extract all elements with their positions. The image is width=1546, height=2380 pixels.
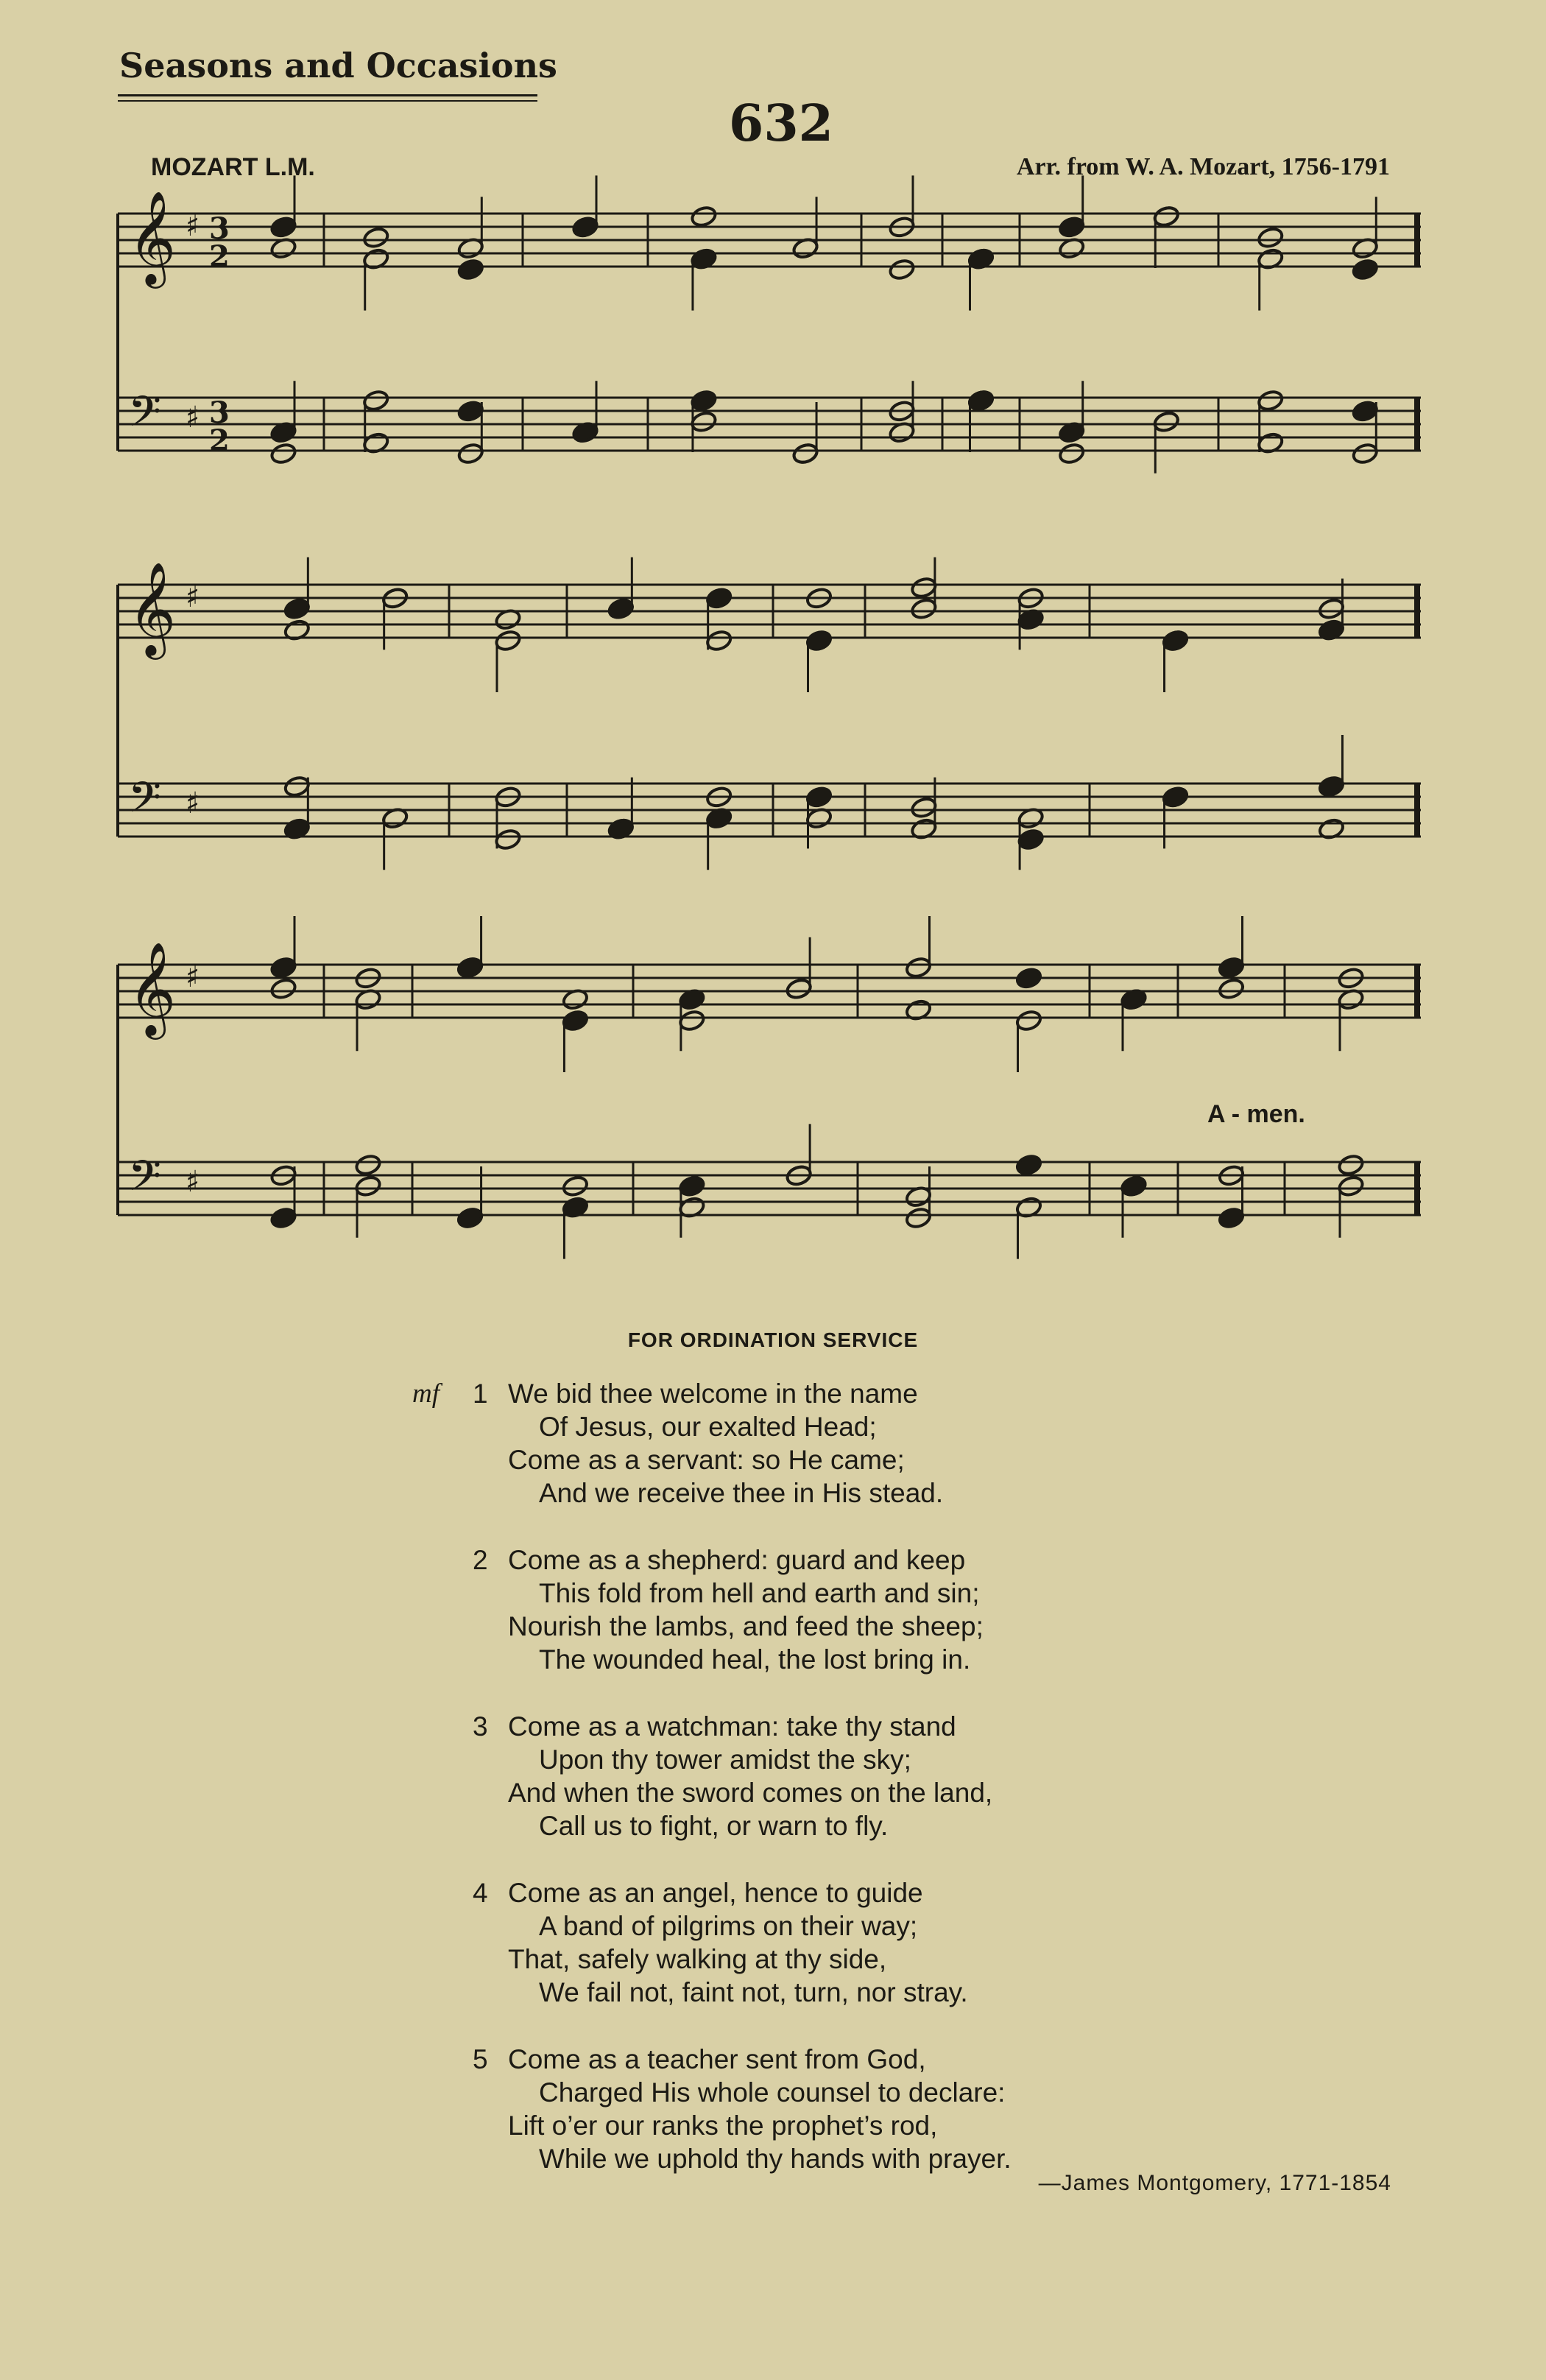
verse-line-text: The wounded heal, the lost bring in. (539, 1644, 971, 1675)
verse-line-indented (412, 1643, 1369, 1676)
verse-line-text: We bid thee welcome in the name (508, 1379, 918, 1409)
verse-line (412, 1776, 1369, 1809)
note-head (678, 1009, 706, 1032)
note-head (967, 389, 995, 412)
note-head (910, 597, 938, 621)
note-head (283, 597, 311, 621)
verse-line-text: Of Jesus, our exalted Head; (539, 1412, 877, 1442)
verse-line-text: Come as an angel, hence to guide (508, 1878, 923, 1908)
bass-clef-icon: 𝄢 (128, 1151, 162, 1211)
verse-line (412, 1377, 1369, 1410)
note-head (905, 1206, 933, 1230)
verse-line (412, 1543, 1369, 1577)
verse-number: 4 (473, 1878, 488, 1908)
note-head (269, 956, 297, 979)
verse-1 (412, 1377, 1369, 1510)
verse-number: 2 (473, 1545, 488, 1575)
verse-number: 5 (473, 2044, 488, 2074)
note-head (1337, 1153, 1365, 1177)
note-head (690, 205, 718, 228)
verse-line-indented (412, 1909, 1369, 1943)
verse-line-text: While we uphold thy hands with prayer. (539, 2144, 1012, 2174)
treble-clef-icon: 𝄞 (128, 561, 177, 655)
verse-line-text: Upon thy tower amidst the sky; (539, 1744, 911, 1775)
verse-line-text: And we receive thee in His stead. (539, 1478, 944, 1508)
verse-number: 1 (473, 1379, 488, 1409)
note-head (1257, 389, 1285, 412)
note-head (1058, 216, 1086, 239)
note-head (910, 576, 938, 599)
verse-number: 3 (473, 1711, 488, 1742)
note-head (805, 629, 833, 652)
note-head (1218, 1206, 1246, 1230)
verse-line-text: Come as a teacher sent from God, (508, 2044, 926, 2074)
note-head (269, 1206, 297, 1230)
verse-5 (412, 2043, 1369, 2175)
note-head (1015, 1153, 1043, 1177)
note-head (456, 956, 484, 979)
note-head (354, 1175, 382, 1198)
verse-2 (412, 1543, 1369, 1676)
key-signature-sharp-icon: ♯ (186, 1165, 200, 1199)
author-credit: —James Montgomery, 1771-1854 (1038, 2171, 1391, 2195)
verse-line (412, 1710, 1369, 1743)
note-head (1318, 597, 1346, 621)
note-head (1017, 828, 1045, 851)
note-head (269, 977, 297, 1001)
hymn-number: 632 (729, 94, 833, 153)
verse-line-indented (412, 1743, 1369, 1776)
note-head (1218, 956, 1246, 979)
verse-line-text: Nourish the lambs, and feed the sheep; (508, 1611, 984, 1641)
verse-line-text: We fail not, faint not, turn, nor stray. (539, 1977, 968, 2007)
note-head (1015, 967, 1043, 990)
key-signature-sharp-icon: ♯ (186, 960, 200, 994)
verse-4 (412, 1876, 1369, 2009)
verse-line (412, 1943, 1369, 1976)
note-head (1351, 442, 1379, 465)
note-head (562, 1175, 590, 1198)
note-head (269, 216, 297, 239)
note-head (283, 775, 311, 798)
note-head (362, 226, 390, 250)
note-head (494, 629, 522, 652)
note-head (607, 597, 635, 621)
note-head (1152, 205, 1180, 228)
note-head (1218, 977, 1246, 1001)
note-head (1152, 410, 1180, 434)
note-head (705, 587, 733, 610)
treble-clef-icon: 𝄞 (128, 941, 177, 1035)
note-head (690, 410, 718, 434)
note-head (690, 389, 718, 412)
note-head (905, 956, 933, 979)
tune-name: MOZART L.M. (151, 153, 315, 181)
time-signature-bottom: 2 (209, 239, 230, 274)
note-head (1351, 258, 1379, 281)
note-head (456, 442, 484, 465)
verse-line-indented (412, 1476, 1369, 1510)
note-head (456, 400, 484, 423)
note-head (1337, 1175, 1365, 1198)
note-head (456, 1206, 484, 1230)
verse-line-text: A band of pilgrims on their way; (539, 1911, 918, 1941)
note-head (805, 786, 833, 809)
note-head (678, 1175, 706, 1198)
key-signature-sharp-icon: ♯ (186, 209, 200, 243)
key-signature-sharp-icon: ♯ (186, 580, 200, 614)
verse-line-indented (412, 2076, 1369, 2109)
verse-3 (412, 1710, 1369, 1842)
verse-line-text: Come as a servant: so He came; (508, 1445, 905, 1475)
key-signature-sharp-icon: ♯ (186, 786, 200, 820)
verse-line (412, 1876, 1369, 1909)
note-head (705, 629, 733, 652)
occasion-heading: FOR ORDINATION SERVICE (627, 1328, 919, 1351)
verse-line-text: Come as a shepherd: guard and keep (508, 1545, 966, 1575)
dynamic-marking: mf (412, 1379, 440, 1409)
time-signature-bottom: 2 (209, 423, 230, 458)
amen-lyric: A - men. (1207, 1100, 1305, 1128)
arranger-credit: Arr. from W. A. Mozart, 1756-1791 (1016, 153, 1390, 180)
verse-line-text: That, safely walking at thy side, (508, 1944, 887, 1974)
verse-line (412, 1610, 1369, 1643)
verse-line-text: Call us to fight, or warn to fly. (539, 1811, 889, 1841)
verse-line (412, 1443, 1369, 1476)
note-head (269, 442, 297, 465)
verse-line-text: Come as a watchman: take thy stand (508, 1711, 956, 1742)
bass-clef-icon: 𝄢 (128, 772, 162, 833)
note-head (785, 977, 813, 1001)
note-head (362, 389, 390, 412)
note-head (910, 796, 938, 820)
bass-clef-icon: 𝄢 (128, 387, 162, 447)
verse-line-indented (412, 1809, 1369, 1842)
note-head (1162, 786, 1190, 809)
note-head (456, 258, 484, 281)
note-head (562, 1009, 590, 1032)
verse-line-indented (412, 1410, 1369, 1443)
time-signature-top: 3 (209, 395, 230, 430)
verses (412, 1377, 1369, 2209)
note-head (494, 828, 522, 851)
verse-line (412, 2043, 1369, 2076)
note-head (571, 216, 599, 239)
note-head (354, 1153, 382, 1177)
note-head (1162, 629, 1190, 652)
key-signature-sharp-icon: ♯ (186, 401, 200, 434)
note-head (1351, 400, 1379, 423)
note-head (1120, 1175, 1148, 1198)
verse-line-indented (412, 1577, 1369, 1610)
verse-line-text: Lift o’er our ranks the prophet’s rod, (508, 2110, 938, 2141)
time-signature-top: 3 (209, 211, 230, 246)
note-head (1058, 442, 1086, 465)
note-head (888, 258, 916, 281)
verse-line (412, 2109, 1369, 2142)
note-head (1015, 1009, 1043, 1032)
note-head (1257, 226, 1285, 250)
verse-line-text: Charged His whole counsel to declare: (539, 2077, 1006, 2108)
note-head (791, 442, 819, 465)
treble-clef-icon: 𝄞 (128, 190, 177, 284)
verse-line-indented (412, 1976, 1369, 2009)
section-heading: Seasons and Occasions (119, 46, 557, 85)
verse-line-text: And when the sword comes on the land, (508, 1778, 993, 1808)
verse-line-text: This fold from hell and earth and sin; (539, 1578, 980, 1608)
note-head (1318, 775, 1346, 798)
